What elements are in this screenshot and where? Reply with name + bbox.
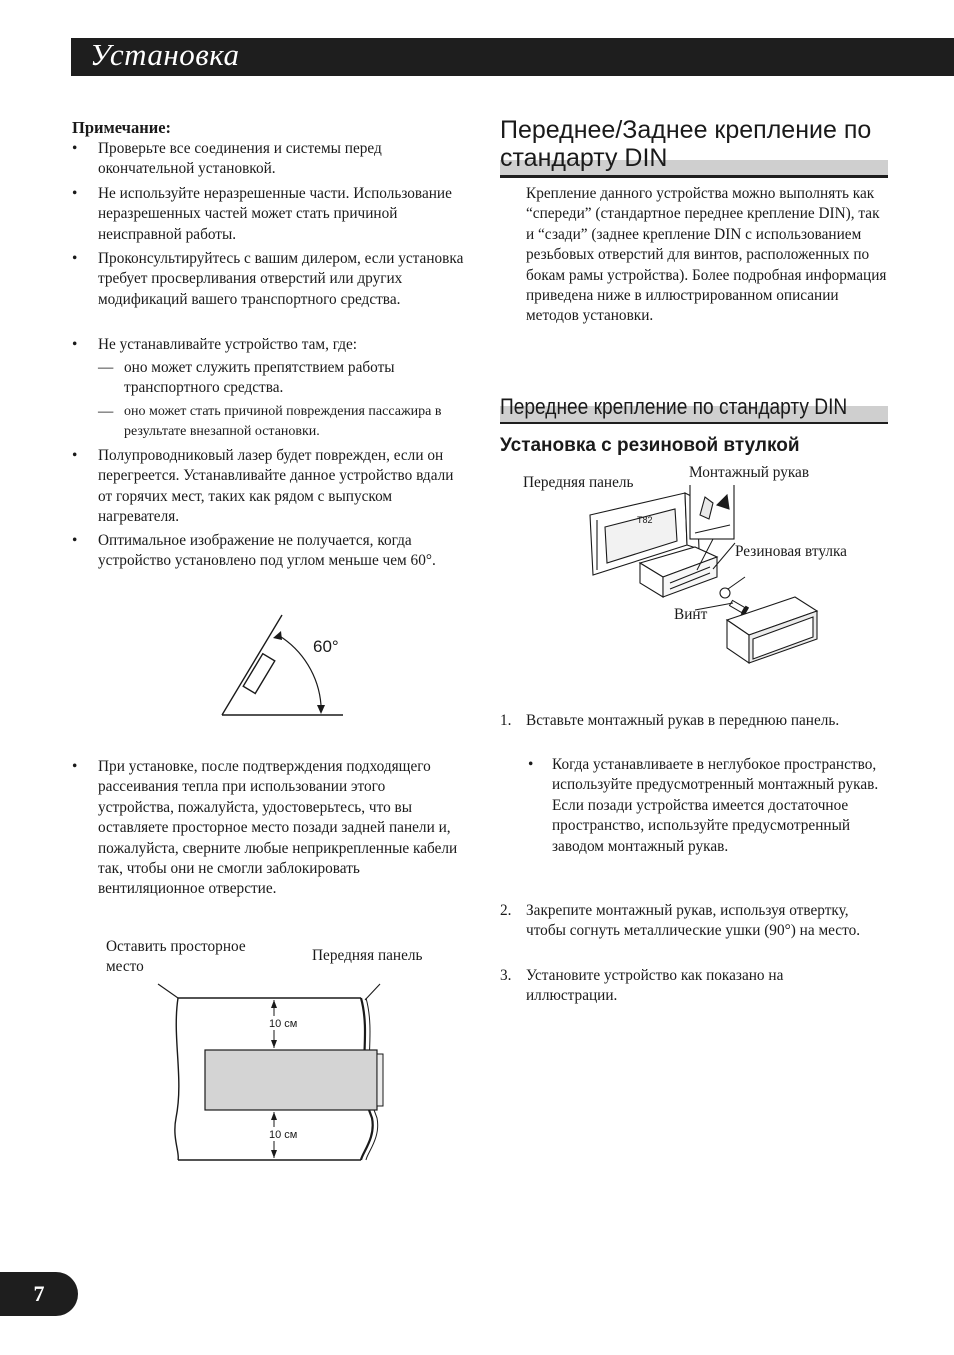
note-subitem-2: оно может стать причиной повреждения пассажира в результате внезапной остановки.	[124, 404, 442, 439]
note-item-6: Оптимальное изображение не получается, когда устройство установлено под углом меньше чем 60°.	[98, 532, 436, 570]
bullet: •	[72, 532, 78, 549]
step-1-note: Когда устанавливаете в неглубокое пространство, используйте предусмотренный монтажный рукав. Если позади устройства имеется достаточное пространство, используйте предусмотренный заводом монтажный рукав.	[552, 756, 879, 855]
angle-label: 60°	[313, 637, 339, 656]
note-subitem-1: оно может служить препятствием работы транспортного средства.	[124, 359, 395, 397]
bullet: •	[72, 140, 78, 157]
dash: —	[98, 359, 114, 376]
note-item-1: Проверьте все соединения и системы перед окончательной установкой.	[98, 140, 382, 178]
subheading-rule	[500, 422, 888, 424]
heat-note	[72, 757, 464, 942]
mounting-figure	[585, 485, 825, 670]
note-item-5: Полупроводниковый лазер будет поврежден, если он перегреется. Устанавливайте данное устройство вдали от горячих мест, таких как рядом с выпуском нагревателя.	[98, 447, 454, 526]
bullet: •	[72, 250, 78, 267]
panel-marking: T82	[637, 515, 653, 525]
bullet: •	[72, 185, 78, 202]
note-item-heat: При установке, после подтверждения подходящего рассеивания тепла при использовании этого устройства, пожалуйста, удостоверьтесь, что вы оставляете просторное место позади задней панели и, пожалуйста, сверните любые неприкрепленные кабели так, чтобы они не смогли заблокировать вентиляционное отверстие.	[98, 758, 458, 898]
clearance-diagram	[150, 978, 390, 1168]
subheading: Переднее крепление по стандарту DIN	[500, 394, 848, 419]
intro-paragraph: Крепление данного устройства можно выполнять как “спереди” (стандартное переднее крепление DIN), так и “сзади” (заднее крепление DIN с использованием резьбовых отверстий для винтов, расположенных по бокам рамы устройства). Более подробная информация приведена ниже в иллюстрированном описании методов установки.	[526, 185, 887, 325]
step-number-3: 3.	[500, 967, 512, 984]
step-number-1: 1.	[500, 712, 512, 729]
note-item-3: Проконсультируйтесь с вашим дилером, если установка требует просверливания отверстий или других модификаций вашего транспортного средства.	[98, 250, 464, 308]
page-number: 7	[0, 1272, 78, 1316]
step-1: Вставьте монтажный рукав в переднюю панель.	[526, 712, 840, 729]
fig-label-front-panel: Передняя панель	[523, 474, 634, 491]
section-heading: Переднее/Заднее крепление по стандарту DIN	[500, 116, 872, 172]
dash: —	[98, 403, 114, 420]
step-3: Установите устройство как показано на иллюстрации.	[526, 967, 784, 1005]
gap-top-label: 10 см	[269, 1018, 298, 1030]
heading-rule	[500, 175, 888, 178]
fig-label-sleeve: Монтажный рукав	[689, 464, 810, 481]
fig-label-bushing: Резиновая втулка	[735, 543, 847, 560]
fig-label-screw: Винт	[674, 606, 708, 623]
subsubheading: Установка с резиновой втулкой	[500, 435, 800, 456]
note-item-2: Не используйте неразрешенные части. Использование неразрешенных частей может стать причиной неисправной работы.	[98, 185, 452, 243]
step-number-2: 2.	[500, 902, 512, 919]
bullet: •	[72, 447, 78, 464]
angle-diagram	[215, 610, 355, 725]
bullet: •	[72, 758, 78, 775]
page-title: Установка	[90, 37, 240, 72]
note-title: Примечание:	[72, 118, 172, 137]
label-space: Оставить просторное место	[106, 938, 246, 975]
gap-bottom-label: 10 см	[269, 1129, 298, 1141]
note-item-4: Не устанавливайте устройство там, где:	[98, 336, 358, 353]
steps-list	[500, 711, 892, 1011]
bullet: •	[72, 336, 78, 353]
bullet: •	[528, 756, 534, 773]
label-front-panel: Передняя панель	[312, 947, 423, 964]
step-2: Закрепите монтажный рукав, используя отвертку, чтобы согнуть металлические ушки (90°) на место.	[526, 902, 861, 940]
